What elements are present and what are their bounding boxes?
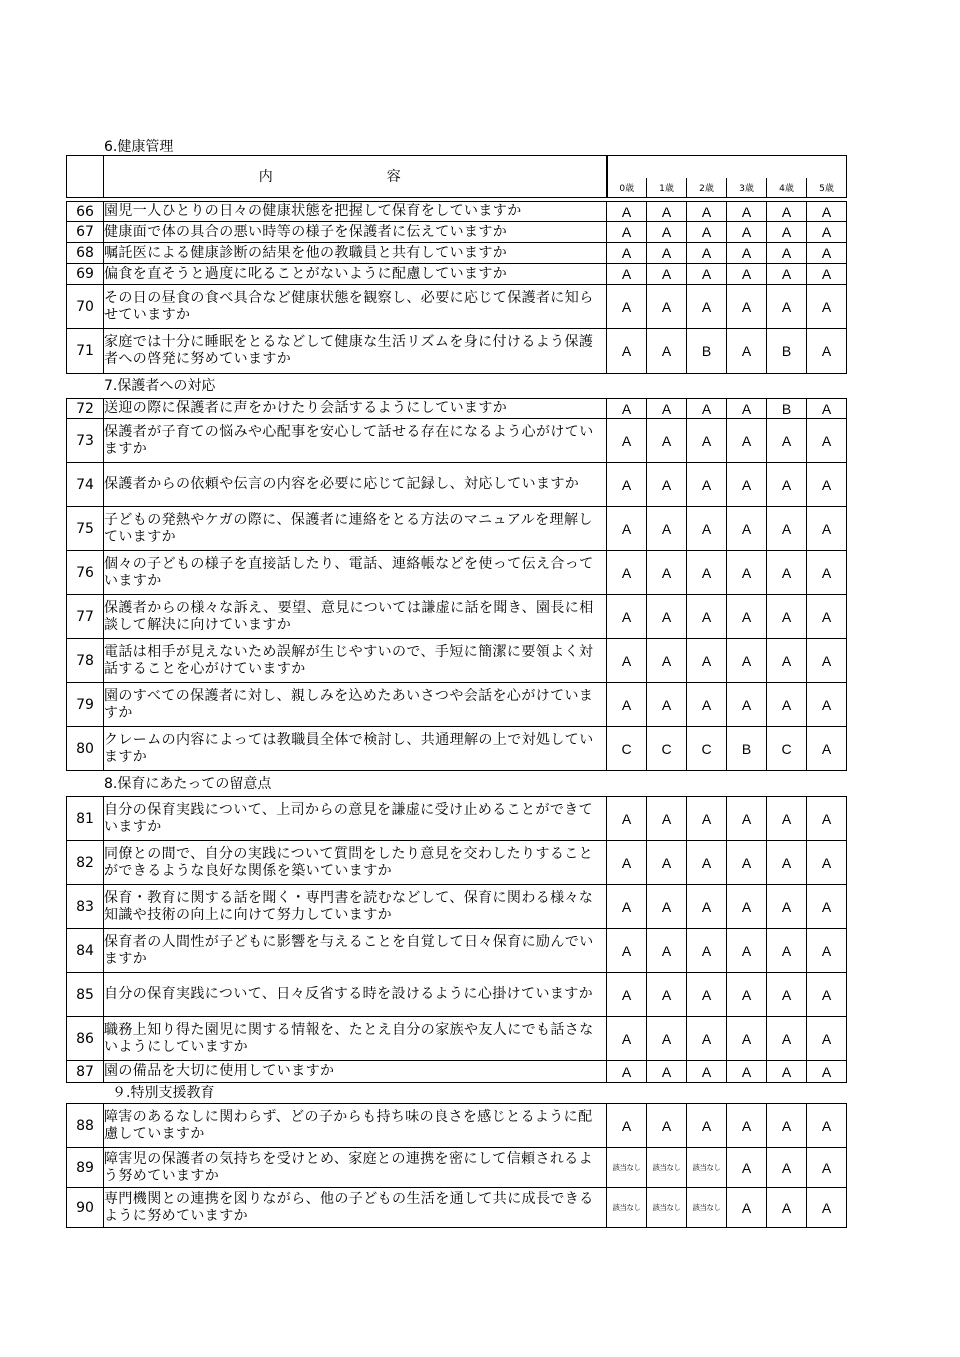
rating-cell: A xyxy=(807,222,847,243)
rating-cell: A xyxy=(727,1104,767,1148)
rating-cell: 該当なし xyxy=(647,1148,687,1188)
rating-cell: A xyxy=(607,683,647,727)
rating-cell: B xyxy=(767,399,807,419)
rating-cell: A xyxy=(727,639,767,683)
rating-cell: A xyxy=(607,419,647,463)
table-row xyxy=(67,929,847,973)
table-row xyxy=(67,551,847,595)
rating-cell: A xyxy=(687,285,727,329)
table-row xyxy=(67,1061,847,1083)
rating-cell: A xyxy=(687,841,727,885)
rating-cell: A xyxy=(687,1104,727,1148)
question-number: 80 xyxy=(67,727,104,771)
rating-cell: A xyxy=(687,507,727,551)
rating-cell: A xyxy=(687,595,727,639)
rating-cell: A xyxy=(727,507,767,551)
question-number: 72 xyxy=(67,399,104,419)
rating-cell: A xyxy=(647,929,687,973)
question-number: 87 xyxy=(67,1061,104,1083)
rating-cell: A xyxy=(647,399,687,419)
table-row xyxy=(67,595,847,639)
question-text: 保護者からの依頼や伝言の内容を必要に応じて記録し、対応していますか xyxy=(104,463,607,507)
section-title: 6.健康管理 xyxy=(104,139,174,155)
question-number: 81 xyxy=(67,797,104,841)
question-text: 家庭では十分に睡眠をとるなどして健康な生活リズムを身に付けるよう保護者への啓発に努めていますか xyxy=(104,329,607,374)
rating-cell: A xyxy=(607,595,647,639)
rating-cell: B xyxy=(727,727,767,771)
section-table xyxy=(66,796,847,1083)
question-number: 86 xyxy=(67,1017,104,1061)
rating-cell: A xyxy=(727,929,767,973)
rating-cell: A xyxy=(607,929,647,973)
rating-cell: A xyxy=(607,222,647,243)
section-table xyxy=(66,398,847,771)
rating-cell: A xyxy=(807,1061,847,1083)
section-title: ９.特別支援教育 xyxy=(112,1085,215,1101)
rating-cell: A xyxy=(687,929,727,973)
rating-cell: A xyxy=(807,419,847,463)
header-content-label: 内 容 xyxy=(104,156,607,198)
rating-cell: A xyxy=(647,595,687,639)
rating-cell: A xyxy=(767,1017,807,1061)
table-row xyxy=(67,885,847,929)
question-text: 自分の保育実践について、上司からの意見を謙虚に受け止めることができていますか xyxy=(104,797,607,841)
rating-cell: A xyxy=(767,222,807,243)
question-text: 障害児の保護者の気持ちを受けとめ、家庭との連携を密にして信頼されるよう努めていますか xyxy=(104,1148,607,1188)
table-row xyxy=(67,285,847,329)
rating-cell: 該当なし xyxy=(647,1188,687,1228)
rating-cell: C xyxy=(607,727,647,771)
rating-cell: A xyxy=(767,797,807,841)
rating-cell: A xyxy=(687,551,727,595)
rating-cell: A xyxy=(767,551,807,595)
rating-cell: A xyxy=(647,683,687,727)
question-text: クレームの内容によっては教職員全体で検討し、共通理解の上で対処していますか xyxy=(104,727,607,771)
rating-cell: A xyxy=(807,797,847,841)
rating-cell: A xyxy=(647,841,687,885)
question-text: 保護者が子育ての悩みや心配事を安心して話せる存在になるよう心がけていますか xyxy=(104,419,607,463)
rating-cell: A xyxy=(727,329,767,374)
rating-cell: A xyxy=(807,595,847,639)
rating-cell: A xyxy=(727,1188,767,1228)
question-text: 園児一人ひとりの日々の健康状態を把握して保育をしていますか xyxy=(104,202,607,222)
rating-cell: A xyxy=(687,683,727,727)
age-column-header: 3歳 xyxy=(727,178,767,197)
section-title: 7.保護者への対応 xyxy=(104,378,216,394)
rating-cell: A xyxy=(727,463,767,507)
question-number: 74 xyxy=(67,463,104,507)
rating-cell: A xyxy=(807,329,847,374)
rating-cell: 該当なし xyxy=(607,1148,647,1188)
rating-cell: A xyxy=(807,639,847,683)
rating-cell: A xyxy=(607,551,647,595)
table-row xyxy=(67,1017,847,1061)
rating-cell: A xyxy=(607,1017,647,1061)
question-number: 67 xyxy=(67,222,104,243)
rating-cell: A xyxy=(687,463,727,507)
rating-cell: A xyxy=(607,285,647,329)
rating-cell: A xyxy=(647,885,687,929)
rating-cell: A xyxy=(607,399,647,419)
question-text: 健康面で体の具合の悪い時等の様子を保護者に伝えていますか xyxy=(104,222,607,243)
question-number: 70 xyxy=(67,285,104,329)
rating-cell: A xyxy=(807,885,847,929)
section-table xyxy=(66,1103,847,1228)
table-row xyxy=(67,1148,847,1188)
rating-cell: A xyxy=(767,1061,807,1083)
rating-cell: A xyxy=(647,973,687,1017)
question-number: 88 xyxy=(67,1104,104,1148)
rating-cell: A xyxy=(767,1188,807,1228)
rating-cell: A xyxy=(807,841,847,885)
rating-cell: A xyxy=(807,285,847,329)
rating-cell: A xyxy=(807,1188,847,1228)
section-title: 8.保育にあたっての留意点 xyxy=(104,776,272,792)
table-row xyxy=(67,202,847,222)
table-row xyxy=(67,222,847,243)
rating-cell: A xyxy=(807,1148,847,1188)
rating-cell: A xyxy=(807,973,847,1017)
question-number: 84 xyxy=(67,929,104,973)
question-text: その日の昼食の食べ具合など健康状態を観察し、必要に応じて保護者に知らせていますか xyxy=(104,285,607,329)
rating-cell: A xyxy=(647,1104,687,1148)
rating-cell: A xyxy=(607,463,647,507)
question-number: 75 xyxy=(67,507,104,551)
rating-cell: A xyxy=(727,595,767,639)
question-text: 職務上知り得た園児に関する情報を、たとえ自分の家族や友人にでも話さないようにしていますか xyxy=(104,1017,607,1061)
rating-cell: A xyxy=(767,1148,807,1188)
table-row xyxy=(67,264,847,285)
rating-cell: A xyxy=(607,797,647,841)
rating-cell: A xyxy=(727,202,767,222)
age-column-header: 1歳 xyxy=(647,178,687,197)
question-text: 保育・教育に関する話を聞く・専門書を読むなどして、保育に関わる様々な知識や技術の向上に向けて努力していますか xyxy=(104,885,607,929)
rating-cell: A xyxy=(687,243,727,264)
rating-cell: A xyxy=(647,551,687,595)
table-row xyxy=(67,463,847,507)
rating-cell: A xyxy=(647,1017,687,1061)
question-text: 保育者の人間性が子どもに影響を与えることを自覚して日々保育に励んでいますか xyxy=(104,929,607,973)
table-row xyxy=(67,419,847,463)
rating-cell: A xyxy=(647,329,687,374)
rating-cell: A xyxy=(607,639,647,683)
question-text: 専門機関との連携を図りながら、他の子どもの生活を通して共に成長できるように努めていますか xyxy=(104,1188,607,1228)
rating-cell: A xyxy=(767,243,807,264)
table-row xyxy=(67,797,847,841)
rating-cell: A xyxy=(727,1017,767,1061)
question-number: 68 xyxy=(67,243,104,264)
question-text: 子どもの発熱やケガの際に、保護者に連絡をとる方法のマニュアルを理解していますか xyxy=(104,507,607,551)
rating-cell: A xyxy=(607,841,647,885)
rating-cell: A xyxy=(647,243,687,264)
rating-cell: A xyxy=(807,1017,847,1061)
rating-cell: A xyxy=(807,929,847,973)
header-age-spacer xyxy=(607,156,847,179)
age-column-header: 2歳 xyxy=(687,178,727,197)
question-number: 89 xyxy=(67,1148,104,1188)
rating-cell: A xyxy=(727,551,767,595)
rating-cell: A xyxy=(727,419,767,463)
rating-cell: A xyxy=(767,973,807,1017)
rating-cell: A xyxy=(727,973,767,1017)
rating-cell: A xyxy=(687,202,727,222)
rating-cell: A xyxy=(607,885,647,929)
table-row xyxy=(67,329,847,374)
rating-cell: A xyxy=(647,419,687,463)
table-row xyxy=(67,973,847,1017)
table-row xyxy=(67,399,847,419)
rating-cell: A xyxy=(607,202,647,222)
rating-cell: A xyxy=(767,885,807,929)
rating-cell: A xyxy=(687,973,727,1017)
question-text: 偏食を直そうと過度に叱ることがないように配慮していますか xyxy=(104,264,607,285)
rating-cell: 該当なし xyxy=(687,1188,727,1228)
rating-cell: A xyxy=(767,419,807,463)
rating-cell: A xyxy=(647,639,687,683)
table-row xyxy=(67,1188,847,1228)
rating-cell: A xyxy=(727,683,767,727)
age-column-header: 0歳 xyxy=(607,178,647,197)
question-text: 自分の保育実践について、日々反省する時を設けるように心掛けていますか xyxy=(104,973,607,1017)
rating-cell: A xyxy=(727,1148,767,1188)
rating-cell: A xyxy=(807,507,847,551)
rating-cell: A xyxy=(727,222,767,243)
rating-cell: A xyxy=(767,285,807,329)
rating-cell: C xyxy=(767,727,807,771)
question-number: 78 xyxy=(67,639,104,683)
question-text: 園のすべての保護者に対し、親しみを込めたあいさつや会話を心がけていますか xyxy=(104,683,607,727)
rating-cell: 該当なし xyxy=(607,1188,647,1228)
rating-cell: A xyxy=(727,841,767,885)
rating-cell: A xyxy=(607,1104,647,1148)
question-number: 71 xyxy=(67,329,104,374)
rating-cell: A xyxy=(647,264,687,285)
question-text: 園の備品を大切に使用していますか xyxy=(104,1061,607,1083)
rating-cell: A xyxy=(607,973,647,1017)
rating-cell: A xyxy=(807,399,847,419)
rating-cell: A xyxy=(687,399,727,419)
rating-cell: A xyxy=(727,243,767,264)
table-row xyxy=(67,243,847,264)
rating-cell: A xyxy=(647,463,687,507)
header-table xyxy=(66,155,847,198)
rating-cell: A xyxy=(647,202,687,222)
rating-cell: A xyxy=(727,1061,767,1083)
rating-cell: A xyxy=(727,285,767,329)
rating-cell: A xyxy=(607,264,647,285)
age-column-header: 5歳 xyxy=(807,178,847,197)
rating-cell: A xyxy=(767,841,807,885)
table-row xyxy=(67,683,847,727)
rating-cell: A xyxy=(607,243,647,264)
rating-cell: A xyxy=(607,329,647,374)
rating-cell: A xyxy=(807,727,847,771)
rating-cell: A xyxy=(727,797,767,841)
question-number: 83 xyxy=(67,885,104,929)
rating-cell: A xyxy=(767,1104,807,1148)
rating-cell: A xyxy=(807,243,847,264)
rating-cell: A xyxy=(607,507,647,551)
rating-cell: A xyxy=(807,683,847,727)
question-number: 82 xyxy=(67,841,104,885)
rating-cell: A xyxy=(687,797,727,841)
rating-cell: A xyxy=(647,1061,687,1083)
rating-cell: A xyxy=(687,264,727,285)
rating-cell: C xyxy=(647,727,687,771)
table-row xyxy=(67,841,847,885)
rating-cell: 該当なし xyxy=(687,1148,727,1188)
rating-cell: A xyxy=(767,683,807,727)
question-text: 同僚との間で、自分の実践について質問をしたり意見を交わしたりすることができるような良好な関係を築いていますか xyxy=(104,841,607,885)
rating-cell: A xyxy=(807,1104,847,1148)
header-blank xyxy=(67,156,104,198)
question-text: 個々の子どもの様子を直接話したり、電話、連絡帳などを使って伝え合っていますか xyxy=(104,551,607,595)
rating-cell: A xyxy=(767,202,807,222)
question-number: 73 xyxy=(67,419,104,463)
table-row xyxy=(67,507,847,551)
rating-cell: A xyxy=(807,202,847,222)
age-column-header: 4歳 xyxy=(767,178,807,197)
rating-cell: B xyxy=(687,329,727,374)
rating-cell: A xyxy=(727,885,767,929)
question-number: 66 xyxy=(67,202,104,222)
rating-cell: A xyxy=(767,595,807,639)
rating-cell: C xyxy=(687,727,727,771)
question-text: 保護者からの様々な訴え、要望、意見については謙虚に話を聞き、園長に相談して解決に向けていますか xyxy=(104,595,607,639)
rating-cell: A xyxy=(767,264,807,285)
question-number: 85 xyxy=(67,973,104,1017)
rating-cell: A xyxy=(647,285,687,329)
rating-cell: A xyxy=(807,264,847,285)
rating-cell: A xyxy=(607,1061,647,1083)
rating-cell: A xyxy=(687,222,727,243)
table-row xyxy=(67,1104,847,1148)
rating-cell: B xyxy=(767,329,807,374)
rating-cell: A xyxy=(687,419,727,463)
question-number: 76 xyxy=(67,551,104,595)
rating-cell: A xyxy=(687,885,727,929)
rating-cell: A xyxy=(727,264,767,285)
rating-cell: A xyxy=(687,1017,727,1061)
question-number: 69 xyxy=(67,264,104,285)
question-number: 90 xyxy=(67,1188,104,1228)
table-row xyxy=(67,727,847,771)
rating-cell: A xyxy=(807,463,847,507)
question-text: 電話は相手が見えないため誤解が生じやすいので、手短に簡潔に要領よく対話することを心がけていますか xyxy=(104,639,607,683)
question-text: 送迎の際に保護者に声をかけたり会話するようにしていますか xyxy=(104,399,607,419)
rating-cell: A xyxy=(807,551,847,595)
question-number: 77 xyxy=(67,595,104,639)
question-text: 障害のあるなしに関わらず、どの子からも持ち味の良さを感じとるように配慮していますか xyxy=(104,1104,607,1148)
rating-cell: A xyxy=(687,1061,727,1083)
rating-cell: A xyxy=(687,639,727,683)
rating-cell: A xyxy=(647,797,687,841)
section-table xyxy=(66,201,847,374)
rating-cell: A xyxy=(647,507,687,551)
rating-cell: A xyxy=(767,929,807,973)
rating-cell: A xyxy=(767,639,807,683)
question-number: 79 xyxy=(67,683,104,727)
question-text: 嘱託医による健康診断の結果を他の教職員と共有していますか xyxy=(104,243,607,264)
rating-cell: A xyxy=(727,399,767,419)
rating-cell: A xyxy=(767,463,807,507)
rating-cell: A xyxy=(767,507,807,551)
table-row xyxy=(67,639,847,683)
rating-cell: A xyxy=(647,222,687,243)
